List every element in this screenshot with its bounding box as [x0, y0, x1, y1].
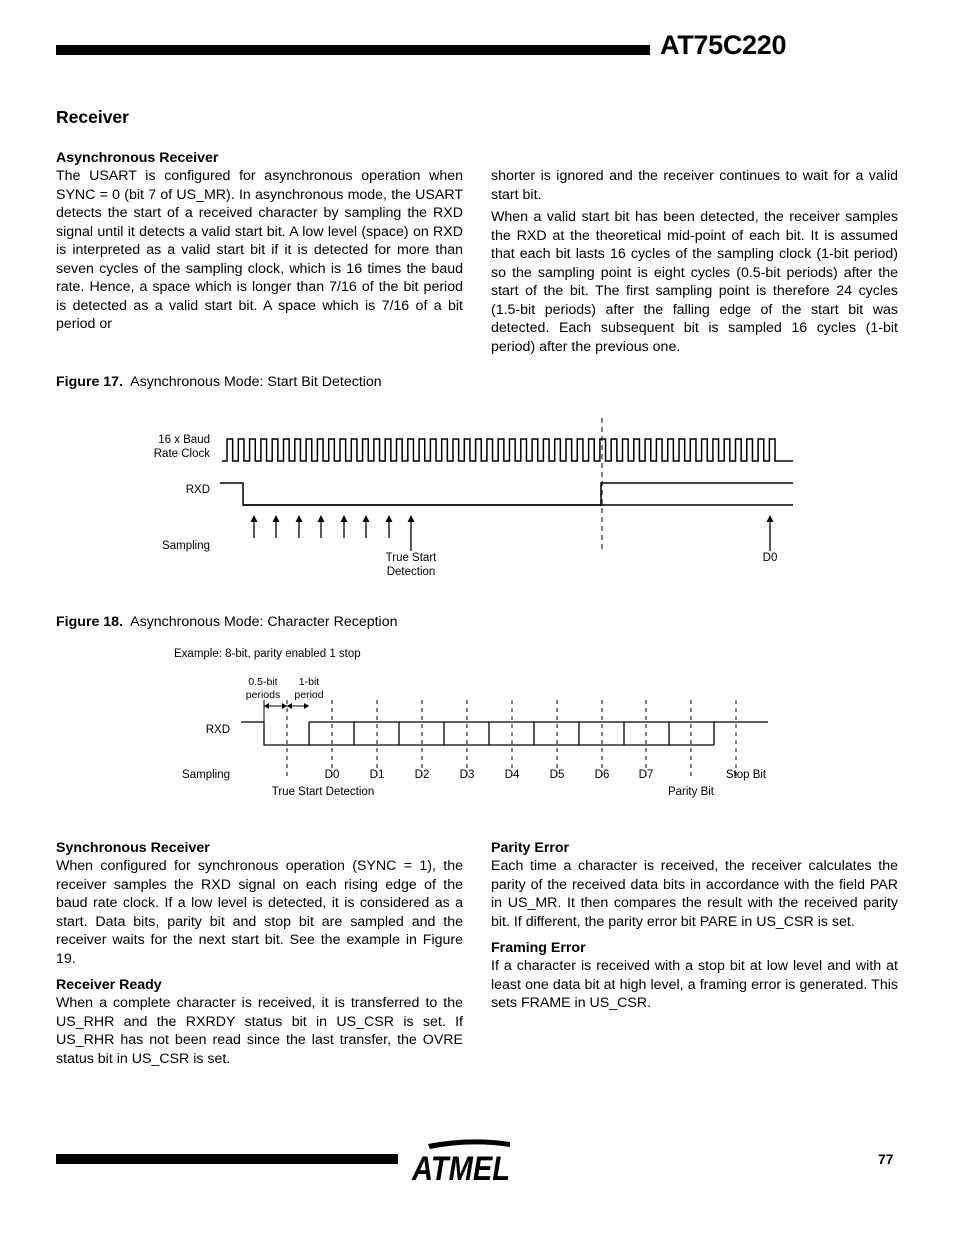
- framing-error-heading: Framing Error: [491, 940, 586, 956]
- header-bar: [56, 45, 650, 55]
- fig18-one-bit-line1: 1-bit: [298, 676, 320, 688]
- section-title: Receiver: [56, 107, 129, 127]
- parity-error-heading: Parity Error: [491, 840, 570, 856]
- fig17-d0-label: D0: [762, 552, 778, 564]
- figure-17-label: Figure 17.: [56, 374, 124, 390]
- figure-17-caption: [56, 374, 382, 390]
- document-title: AT75C220: [660, 30, 787, 60]
- fig18-example-label: Example: 8-bit, parity enabled 1 stop: [174, 648, 361, 660]
- async-receiver-continued: shorter is ignored and the receiver continues to wait for a valid start bit.: [491, 168, 898, 203]
- fig18-parity-bit-label: Parity Bit: [667, 786, 714, 798]
- async-receiver-heading: Asynchronous Receiver: [56, 150, 219, 166]
- sampling-arrowhead-8: [767, 515, 774, 522]
- bit-label-d1: D1: [369, 769, 385, 781]
- async-receiver-sampling-text: When a valid start bit has been detected, the receiver samples the RXD at the theoretical mid-point of each bit. It is assumed that each bit lasts 16 cycles of the sampling clock (1-bit period) so the sampling point is eight cycles (0.5-bit periods) after the start of the bit. The first sampling point is therefore 24 cycles (1.5-bit periods) after the falling edge of the start bit was detected. Each subsequent bit is sampled 16 cycles (1-bit period) after the previous one.: [491, 209, 898, 355]
- bit-label-d6: D6: [594, 769, 610, 781]
- fig18-one-bit-line2: period: [294, 689, 324, 701]
- sync-receiver-text: When configured for synchronous operation (SYNC = 1), the receiver samples the RXD signal on each rising edge of the baud rate clock. If a low level is detected, it is considered as a start. Data bits, parity bit and stop bit are sampled and the receiver waits for the next start bit. See the example in Figure 19.: [56, 858, 463, 967]
- bit-label-d4: D4: [504, 769, 520, 781]
- fig17-true-start-line1: True Start: [385, 552, 437, 564]
- sampling-arrowhead-3: [318, 515, 325, 522]
- fig18-half-bit-line1: 0.5-bit: [248, 676, 278, 688]
- async-receiver-right-column: [491, 167, 898, 356]
- fig17-rxd-waveform: [220, 483, 793, 505]
- fig17-rxd-label: RXD: [185, 484, 210, 496]
- fig18-true-start-label: True Start Detection: [271, 786, 375, 798]
- sync-receiver-block: [56, 839, 463, 1068]
- bit-label-d5: D5: [549, 769, 565, 781]
- bit-label-d2: D2: [414, 769, 430, 781]
- figure-17-title: Asynchronous Mode: Start Bit Detection: [130, 374, 382, 390]
- receiver-ready-heading: Receiver Ready: [56, 977, 162, 993]
- error-block: [491, 839, 898, 1013]
- baud-clock-waveform: [222, 439, 793, 461]
- receiver-ready-text: When a complete character is received, it is transferred to the US_RHR and the RXRDY status bit in US_CSR is set. If US_RHR has not been read since the last transfer, the OVRE status bit in US_CSR is set.: [56, 995, 463, 1067]
- async-receiver-text: The USART is configured for asynchronous operation when SYNC = 0 (bit 7 of US_MR). In asynchronous mode, the USART detects the start of a received character by sampling the RXD signal until it detects a valid start bit. A low level (space) on RXD is interpreted as a valid start bit if it is detected for more than seven cycles of the sampling clock, which is 16 times the baud rate. Hence, a space which is longer than 7/16 of the bit period is detected as a valid start bit. A space which is 7/16 of a bit period or: [56, 168, 463, 332]
- sampling-arrowhead-5: [363, 515, 370, 522]
- fig17-clock-label-line1: 16 x Baud: [158, 434, 210, 446]
- fig17-clock-label: [138, 433, 210, 461]
- figure-18-caption: [56, 614, 397, 630]
- sampling-arrowhead-1: [273, 515, 280, 522]
- parity-error-text: Each time a character is received, the receiver calculates the parity of the received data bits in accordance with the field PAR in US_MR. It then compares the result with the received parity bit. If different, the parity error bit PARE in US_CSR is set.: [491, 858, 898, 930]
- atmel-logo: [410, 1138, 514, 1186]
- bit-label-d0: D0: [324, 769, 340, 781]
- footer-bar: [56, 1154, 398, 1164]
- baud-clock-path: [222, 439, 793, 461]
- sampling-arrowhead-4: [341, 515, 348, 522]
- fig18-period-arrows: [264, 700, 309, 722]
- fig17-true-start-line2: Detection: [386, 566, 436, 578]
- fig18-rxd-label: RXD: [205, 724, 230, 736]
- fig18-sampling-label: Sampling: [182, 769, 230, 781]
- bit-label-d3: D3: [459, 769, 475, 781]
- sync-receiver-heading: Synchronous Receiver: [56, 840, 210, 856]
- fig17-clock-label-line2: Rate Clock: [153, 448, 210, 460]
- sampling-arrowhead-7: [408, 515, 415, 522]
- fig17-sampling-arrows: [251, 515, 774, 551]
- async-receiver-left-column: [56, 149, 463, 334]
- sampling-arrowhead-6: [386, 515, 393, 522]
- svg-text:ATMEL: ATMEL: [411, 1150, 510, 1188]
- figure-18-title: Asynchronous Mode: Character Reception: [130, 614, 398, 630]
- sampling-arrowhead-2: [296, 515, 303, 522]
- fig18-half-bit-line2: periods: [245, 689, 281, 701]
- page-number: 77: [878, 1151, 894, 1167]
- fig18-rxd-waveform: [241, 722, 768, 745]
- fig18-one-bit-label: [287, 676, 331, 702]
- fig18-half-bit-label: [238, 676, 288, 702]
- fig17-true-start-label: [372, 551, 450, 579]
- bit-label-d7: D7: [638, 769, 654, 781]
- framing-error-text: If a character is received with a stop bit at low level and with at least one data bit at high level, a framing error is generated. This sets FRAME in US_CSR.: [491, 958, 898, 1011]
- start-bit-path: [241, 722, 309, 745]
- figure-18-label: Figure 18.: [56, 614, 124, 630]
- fig18-stop-bit-label: Stop Bit: [725, 769, 767, 781]
- sampling-arrowhead-0: [251, 515, 258, 522]
- fig17-sampling-label: Sampling: [162, 540, 210, 552]
